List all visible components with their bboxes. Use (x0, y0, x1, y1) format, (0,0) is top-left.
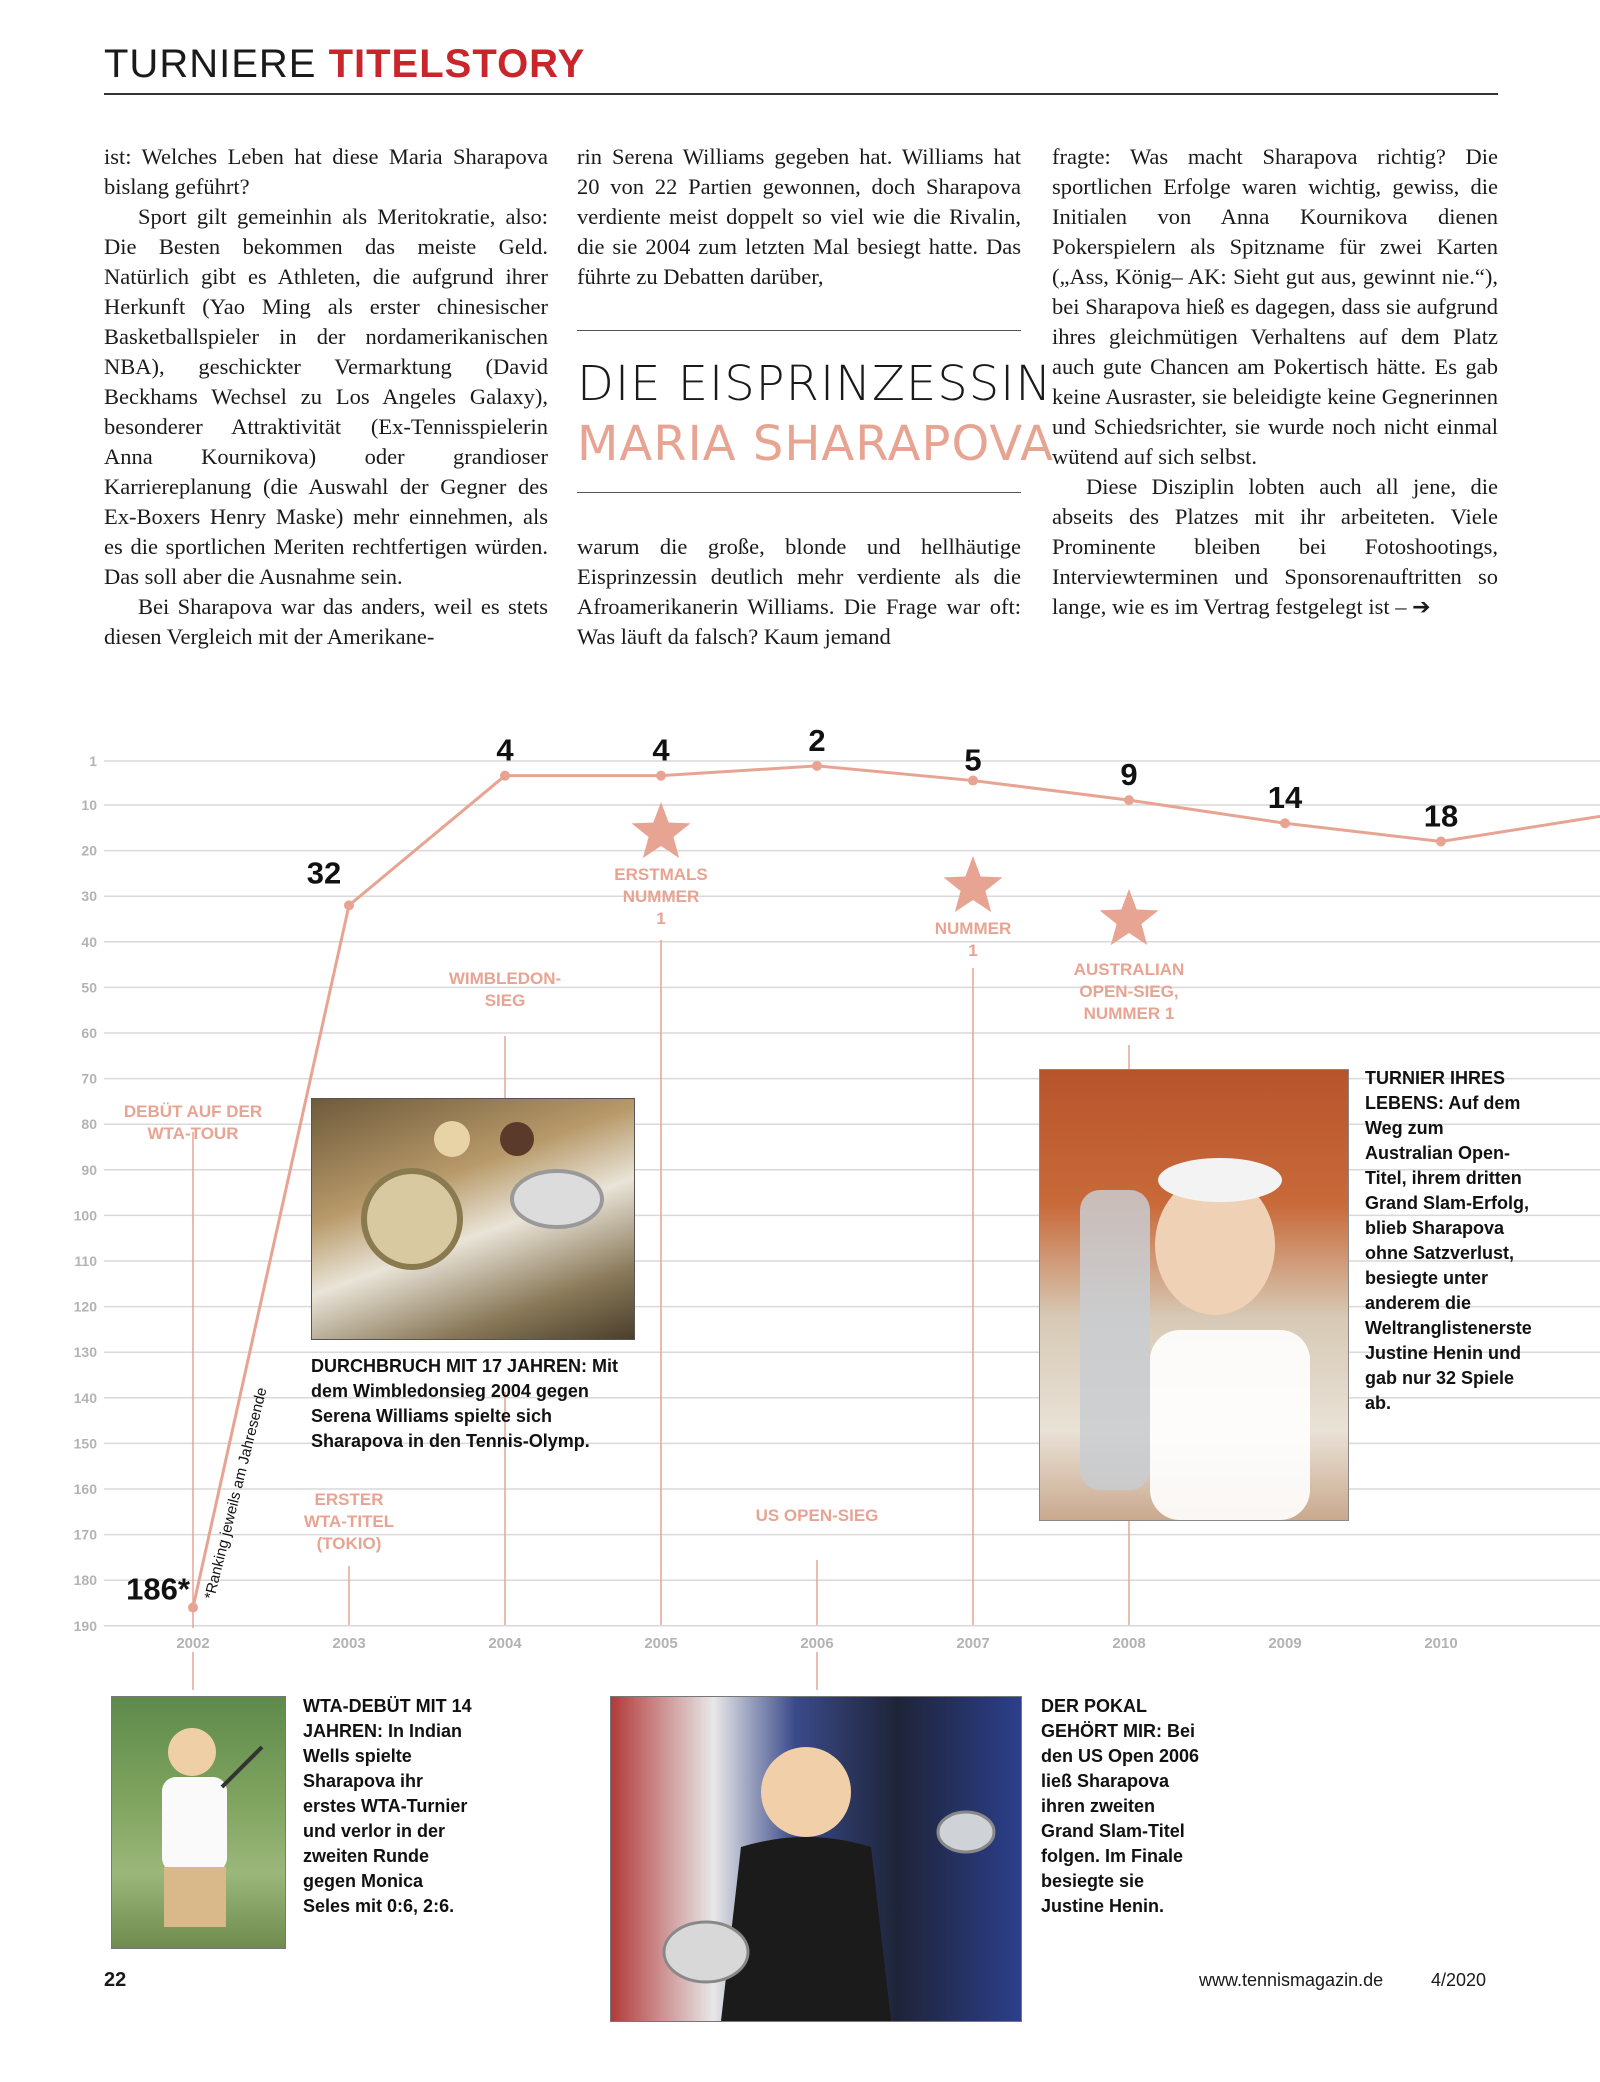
x-tick-label: 2005 (644, 1635, 678, 1652)
x-tick-label: 2007 (956, 1635, 990, 1652)
pull-quote-line-2: MARIA SHARAPOVA (577, 416, 1054, 472)
y-tick-label: 50 (81, 979, 97, 996)
caption-us-open (1041, 1694, 1211, 1919)
y-tick-label: 110 (74, 1253, 97, 1269)
event-label: NUMMER (934, 919, 1012, 938)
caption-body: Mit dem Wimbledonsieg 2004 gegen Serena Williams spielte sich Sharapova in den Tennis-Olymp. (311, 1356, 619, 1451)
chart-footnote: *Ranking jeweils am Jahresende (201, 1385, 271, 1601)
event-label: WIMBLEDON- (448, 969, 562, 988)
caption-head: TURNIER IHRES LEBENS: (1365, 1068, 1506, 1113)
data-point (344, 900, 354, 910)
event-label: 1 (656, 909, 666, 928)
event-label: NUMMER (622, 887, 700, 906)
caption-debut (303, 1694, 473, 1919)
data-label: 32 (306, 855, 342, 891)
y-tick-label: 160 (73, 1481, 97, 1497)
data-point (1124, 795, 1134, 805)
caption-head: WTA-DEBÜT MIT 14 JAHREN: (303, 1696, 472, 1741)
x-tick-label: 2009 (1268, 1635, 1302, 1652)
star-icon (944, 856, 1003, 912)
event-label: WTA-TITEL (303, 1512, 395, 1531)
data-label: 9 (1120, 757, 1138, 793)
caption-head: DURCHBRUCH MIT 17 JAHREN: (311, 1356, 588, 1376)
data-point (500, 771, 510, 781)
page-number: 22 (104, 1969, 127, 1991)
y-tick-label: 180 (73, 1572, 97, 1589)
event-label: WTA-TOUR (147, 1124, 239, 1143)
y-tick-label: 80 (81, 1116, 97, 1133)
australian-open-photo (1039, 1069, 1349, 1521)
caption-body: In Indian Wells spielte Sharapova ihr erstes WTA-Turnier und verlor in der zweiten Runde gegen Monica Seles mit 0:6, 2:6. (303, 1721, 468, 1916)
y-tick-label: 190 (73, 1617, 97, 1634)
x-tick-label: 2004 (488, 1635, 522, 1652)
y-tick-label: 60 (81, 1025, 97, 1041)
section-title: TURNIERE (104, 42, 317, 86)
footer-url: www.tennismagazin.de (1199, 1970, 1384, 1990)
y-tick-label: 70 (81, 1070, 97, 1087)
subsection-title: TITELSTORY (328, 42, 586, 86)
x-tick-label: 2002 (176, 1635, 210, 1652)
data-point (1280, 818, 1290, 828)
paragraph: ist: Welches Leben hat diese Maria Sharapova bislang geführt? (104, 144, 548, 199)
event-label: OPEN-SIEG, (1079, 982, 1179, 1001)
paragraph: Sport gilt gemeinhin als Meritokratie, also: Die Besten bekommen das meiste Geld. Natürlich gibt es Athleten, die aufgrund ihrer Herkunft (Yao Ming als erster chinesischer Basketballspieler in der nordamerikanischen NBA), geschickter Vermarktung (David Beckhams Wechsel zu Los Angeles Galaxy), besonderer Attraktivität (Ex-Tennisspielerin Anna Kournikova) oder grandioser Karriereplanung (die Auswahl der Gegner des Ex-Boxers Henry Maske) mehr einnehmen, als es die sportlichen Meriten rechtfertigen würden. Das soll aber die Ausnahme sein. (104, 204, 548, 589)
y-tick-label: 170 (73, 1526, 97, 1543)
caption-australian-open (1365, 1066, 1530, 1416)
data-point (1436, 836, 1446, 846)
paragraph: rin Serena Williams gegeben hat. Williams hat 20 von 22 Partien gewonnen, doch Sharapova verdiente meist doppelt so viel wie die Rivalin, die sie 2004 zum letzten Mal besiegt hatte. Das führte zu Debatten darüber, (577, 144, 1021, 289)
us-open-photo (610, 1696, 1022, 2022)
data-label: 18 (1423, 798, 1459, 834)
y-tick-label: 1 (89, 753, 97, 769)
y-tick-label: 130 (73, 1344, 97, 1361)
event-label: SIEG (484, 991, 526, 1010)
event-label: ERSTER (314, 1490, 384, 1509)
caption-body: Auf dem Weg zum Australian Open-Titel, ihrem dritten Grand Slam-Erfolg, blieb Sharapova ohne Satzverlust, besiegte unter anderem die Weltranglistenerste Justine Henin und gab nur 32 Spiele ab. (1365, 1093, 1532, 1413)
x-tick-label: 2006 (800, 1635, 834, 1652)
data-point (656, 771, 666, 781)
caption-wimbledon (311, 1354, 641, 1454)
data-label: 4 (496, 732, 514, 768)
paragraph-text: Diese Disziplin lobten auch all jene, die abseits des Platzes mit ihr arbeiteten. Viele Prominente bleiben bei Fotoshootings, Interviewterminen und Sponsorenauftritten so lange, wie es im Vertrag festgelegt ist – (1052, 474, 1498, 619)
caption-head: DER POKAL GEHÖRT MIR: (1041, 1696, 1162, 1741)
data-label: 4 (652, 732, 670, 768)
y-tick-label: 140 (73, 1389, 97, 1406)
data-point (812, 761, 822, 771)
y-tick-label: 40 (81, 933, 97, 950)
data-label: 14 (1267, 780, 1303, 816)
data-label: 186* (126, 1571, 190, 1607)
pull-quote-line-1: DIE EISPRINZESSIN (577, 356, 1053, 412)
data-label: 2 (808, 722, 826, 758)
y-tick-label: 150 (73, 1435, 97, 1452)
x-tick-label: 2008 (1112, 1635, 1146, 1652)
paragraph: fragte: Was macht Sharapova richtig? Die sportlichen Erfolge waren wichtig, gewiss, die Initialen von Anna Kournikova dienen Pokerspielern als Spitzname für zwei Karten („Ass, König– AK: Sieht gut aus, gewinnt nie.“), bei Sharapova hieß es dagegen, dass sie aufgrund ihres gleichmütigen Verhaltens auf dem Platz auch gute Chancen am Pokertisch hätte. Es gab keine Ausraster, sie beleidigte keine Gegnerinnen und Schiedsrichter, sie wurde noch nicht einmal wütend auf sich selbst. (1052, 144, 1498, 469)
event-label: US OPEN-SIEG (755, 1506, 879, 1525)
y-tick-label: 20 (81, 842, 97, 859)
debut-photo (111, 1696, 286, 1949)
paragraph: Bei Sharapova war das anders, weil es stets diesen Vergleich mit der Amerikane- (104, 594, 548, 649)
caption-body: Bei den US Open 2006 ließ Sharapova ihren zweiten Grand Slam-Titel folgen. Im Finale besiegte sie Justine Henin. (1041, 1721, 1200, 1916)
wimbledon-photo (311, 1098, 635, 1340)
event-label: (TOKIO) (316, 1534, 382, 1553)
footer-issue: 4/2020 (1431, 1970, 1487, 1990)
continue-arrow-icon: ➔ (1412, 595, 1431, 620)
x-tick-label: 2003 (332, 1635, 366, 1652)
star-icon (1100, 889, 1159, 945)
paragraph: warum die große, blonde und hellhäutige Eisprinzessin deutlich mehr verdiente als die Afroamerikanerin Williams. Die Frage war oft: Was läuft da falsch? Kaum jemand (577, 534, 1021, 649)
star-icon (632, 802, 691, 858)
event-label: AUSTRALIAN (1073, 960, 1185, 979)
event-label: 1 (968, 941, 978, 960)
data-label: 5 (964, 742, 982, 778)
y-tick-label: 30 (81, 888, 97, 905)
x-tick-label: 2010 (1424, 1635, 1458, 1652)
event-label: ERSTMALS (614, 865, 708, 884)
y-tick-label: 120 (73, 1298, 97, 1315)
y-tick-label: 90 (81, 1161, 97, 1178)
y-tick-label: 100 (73, 1207, 97, 1224)
event-label: DEBÜT AUF DER (123, 1102, 263, 1121)
event-label: NUMMER 1 (1083, 1004, 1175, 1023)
y-tick-label: 10 (81, 797, 97, 813)
